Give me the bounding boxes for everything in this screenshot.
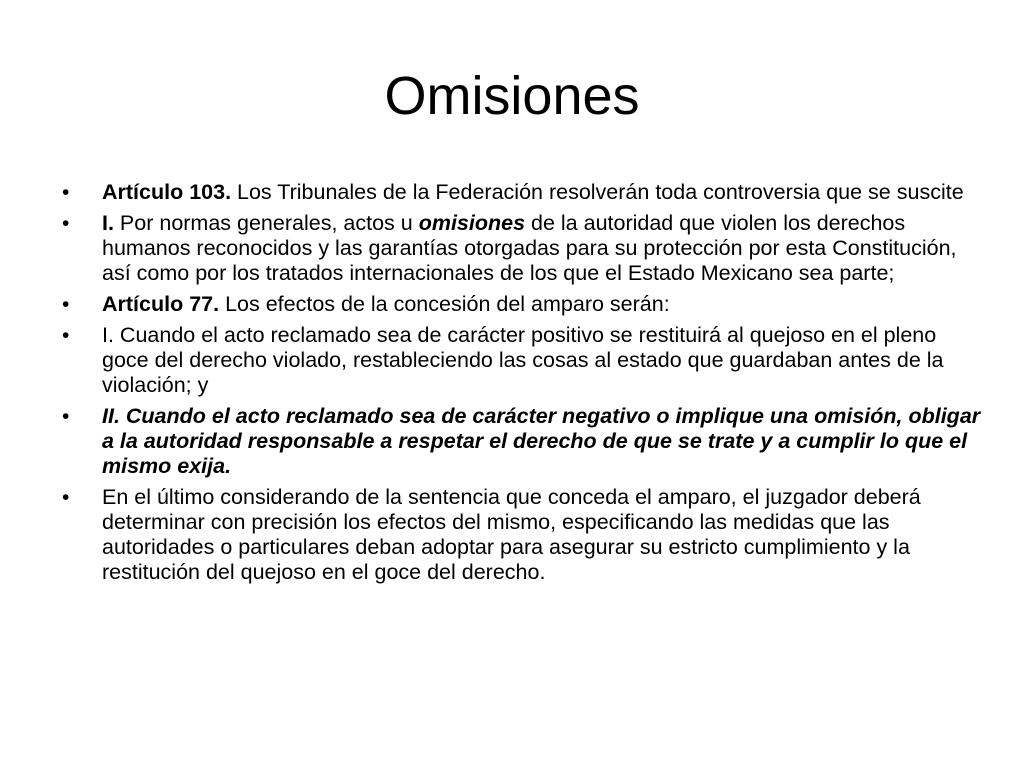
fraction-number: I. [102,211,114,235]
bullet-item-articulo-77 [0,292,1024,317]
bullet-text: I. Cuando el acto reclamado sea de carácter positivo se restituirá al quejoso en el pleno goce del derecho violado, restableciendo las cosas al estado que guardaban antes de la violación; y [102,323,944,397]
bullet-text-after: de la autoridad que violen los derechos humanos reconocidos y las garantías otorgadas para su protección por esta Constitución, así como por los tratados internacionales de los que el Estado Mexicano sea parte; [102,211,957,285]
bullet-dot-icon: • [62,293,70,316]
bullet-list [0,180,1024,591]
article-reference: Artículo 77. [102,292,220,316]
bullet-dot-icon: • [62,324,70,347]
bullet-item-efecto-negativo [0,404,1024,479]
bullet-dot-icon: • [62,181,70,204]
bullet-text-emphasized: II. Cuando el acto reclamado sea de carácter negativo o implique una omisión, obligar a la autoridad responsable a respetar el derecho de que se trate y a cumplir lo que el mismo exija. [102,404,981,478]
bullet-item-fraccion-i [0,211,1024,286]
bullet-dot-icon: • [62,212,70,235]
emphasized-term: omisiones [418,211,526,235]
bullet-text: En el último considerando de la sentencia que conceda el amparo, el juzgador deberá determinar con precisión los efectos del mismo, especificando las medidas que las autoridades o particulares deban adoptar para asegurar su estricto cumplimiento y la restitución del quejoso en el goce del derecho. [102,485,921,584]
bullet-item-efecto-positivo [0,323,1024,398]
slide-title: Omisiones [384,66,640,126]
bullet-text: Los Tribunales de la Federación resolverán toda controversia que se suscite [231,180,964,204]
bullet-text: Los efectos de la concesión del amparo serán: [219,292,670,316]
bullet-text-before: Por normas generales, actos u [113,211,419,235]
bullet-item-articulo-103 [0,180,1024,205]
article-reference: Artículo 103. [102,180,232,204]
bullet-dot-icon: • [62,486,70,509]
bullet-dot-icon: • [62,405,70,428]
bullet-item-considerando [0,485,1024,585]
